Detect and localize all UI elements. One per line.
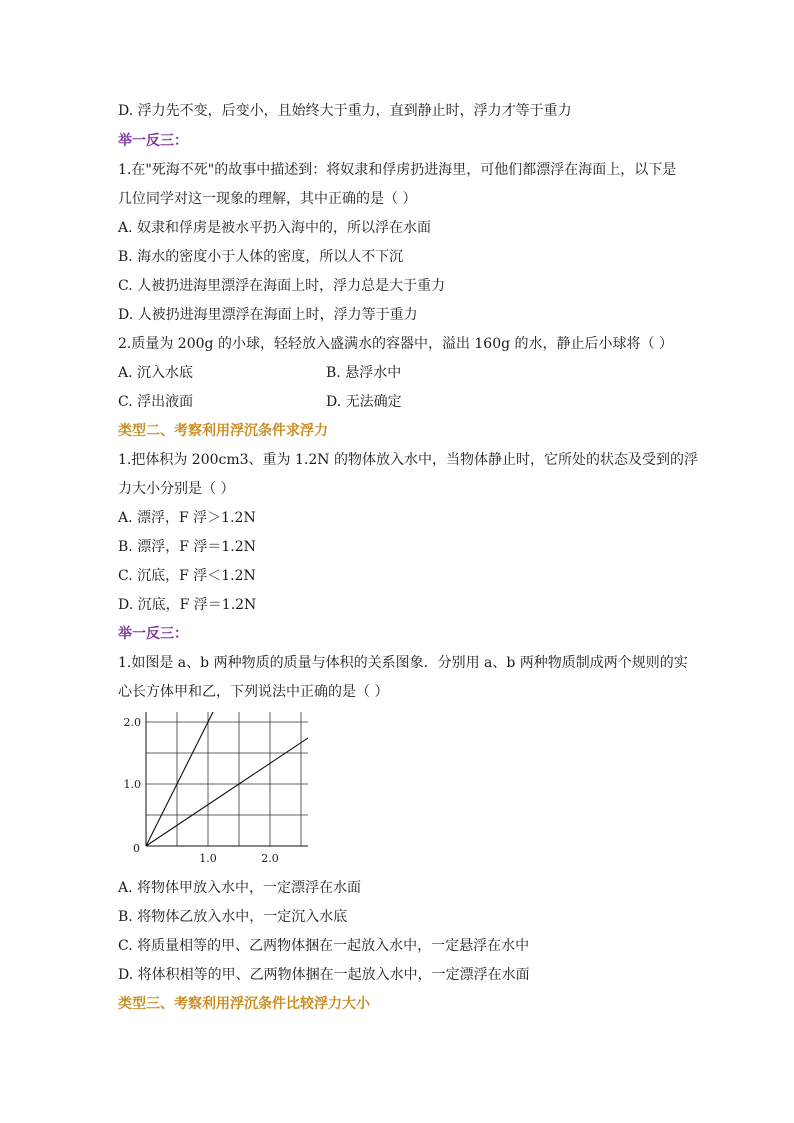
q1-option-d: D. 人被扔进海里漂浮在海面上时，浮力等于重力 (118, 307, 418, 323)
mass-volume-graph (118, 712, 308, 868)
q3-option-c: C. 沉底，F 浮＜1.2N (118, 568, 256, 584)
q1-option-a: A. 奴隶和俘虏是被水平扔入海中的，所以浮在水面 (118, 220, 432, 236)
x-tick-label: 1.0 (199, 852, 217, 865)
q4-option-b: B. 将物体乙放入水中，一定沉入水底 (118, 909, 348, 925)
q2-option-a: A. 沉入水底 (118, 365, 194, 381)
q1-option-c: C. 人被扔进海里漂浮在海面上时，浮力总是大于重力 (118, 278, 446, 294)
section-heading-practice-2: 举一反三： (118, 626, 188, 642)
q2-option-b: B. 悬浮水中 (326, 365, 402, 381)
section-heading-type-3: 类型三、考察利用浮沉条件比较浮力大小 (118, 996, 370, 1012)
question-1-line-2: 几位同学对这一现象的理解，其中正确的是（ ） (118, 191, 417, 207)
q2-option-d: D. 无法确定 (326, 394, 402, 410)
question-3-line-2: 力大小分别是（ ） (118, 481, 235, 497)
section-heading-type-2: 类型二、考察利用浮沉条件求浮力 (118, 423, 328, 439)
question-2-line-1: 2.质量为 200g 的小球，轻轻放入盛满水的容器中，溢出 160g 的水，静止后小球将（ ） (118, 336, 673, 352)
question-3-line-1: 1.把体积为 200cm3、重为 1.2N 的物体放入水中，当物体静止时，它所处的状态及受到的浮 (118, 452, 698, 468)
q2-option-c: C. 浮出液面 (118, 394, 194, 410)
q1-option-b: B. 海水的密度小于人体的密度，所以人不下沉 (118, 249, 404, 265)
x-tick-label: 2.0 (261, 852, 279, 865)
question-4-line-1: 1.如图是 a、b 两种物质的质量与体积的关系图象．分别用 a、b 两种物质制成两个规则的实 (118, 655, 688, 671)
q4-option-d: D. 将体积相等的甲、乙两物体捆在一起放入水中，一定漂浮在水面 (118, 967, 530, 983)
series-line-a (146, 712, 239, 846)
q4-option-a: A. 将物体甲放入水中，一定漂浮在水面 (118, 880, 362, 896)
y-tick-label: 2.0 (123, 716, 141, 729)
q4-option-c: C. 将质量相等的甲、乙两物体捆在一起放入水中，一定悬浮在水中 (118, 938, 530, 954)
q2-options-row-1 (118, 363, 518, 383)
option-d-prev: D. 浮力先不变，后变小，且始终大于重力，直到静止时，浮力才等于重力 (118, 103, 572, 119)
question-4-line-2: 心长方体甲和乙，下列说法中正确的是（ ） (118, 684, 389, 700)
q3-option-b: B. 漂浮，F 浮＝1.2N (118, 539, 256, 555)
question-1-line-1: 1.在"死海不死"的故事中描述到：将奴隶和俘虏扔进海里，可他们都漂浮在海面上，以下是 (118, 162, 677, 178)
q2-options-row-2 (118, 392, 518, 412)
y-tick-label: 1.0 (123, 778, 141, 791)
q3-option-a: A. 漂浮，F 浮＞1.2N (118, 510, 256, 526)
section-heading-practice-1: 举一反三： (118, 133, 188, 149)
origin-label: 0 (133, 842, 140, 855)
q3-option-d: D. 沉底，F 浮＝1.2N (118, 597, 257, 613)
